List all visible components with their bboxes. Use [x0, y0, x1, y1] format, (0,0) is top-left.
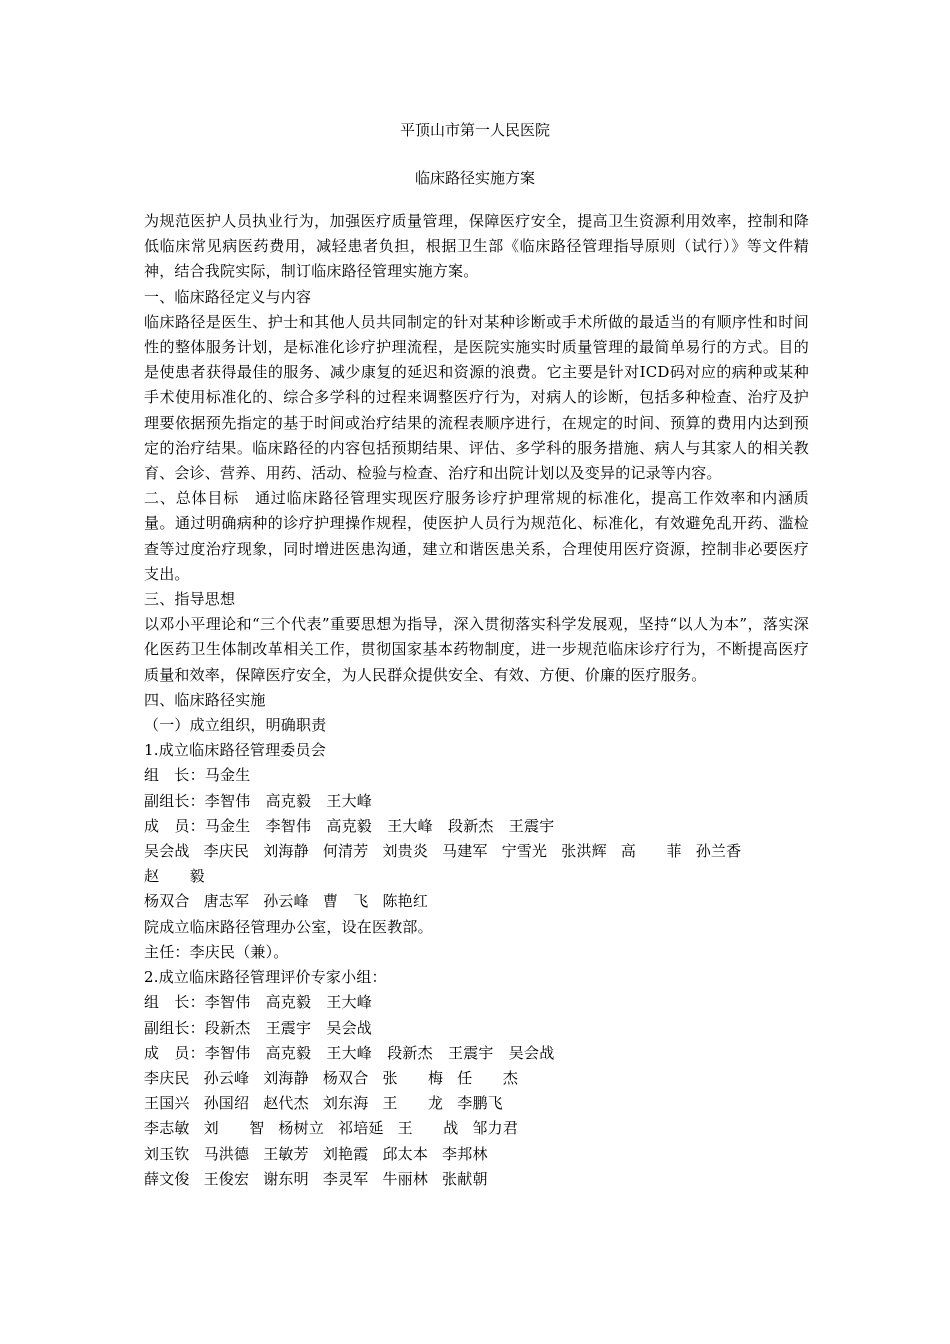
member-name: 马洪德: [203, 1144, 250, 1163]
member-name: 王国兴: [144, 1094, 190, 1113]
member-name: 李邦林: [442, 1144, 488, 1163]
member-name: 陈艳红: [382, 892, 429, 911]
plan-title: 临床路径实施方案: [414, 169, 535, 187]
section-3-heading: 三、指导思想: [144, 590, 236, 609]
committee-members-line: 成 员：马金生 李智伟 高克毅 王大峰 段新杰 王震宇: [144, 816, 555, 835]
experts-members-row: [144, 1091, 809, 1116]
section-2-body: 二、总体目标 通过临床路径管理实现医疗服务诊疗护理常规的标准化，提高工作效率和内涵质量。通过明确病种的诊疗护理操作规程，使医护人员行为规范化、标准化，有效避免乱开药、滥检查等过度治疗现象，同时增进医患沟通，建立和谐医患关系，合理使用医疗资源，控制非必要医疗支出。: [144, 489, 809, 583]
member-name: 孙兰香: [695, 842, 742, 861]
member-name: 高 菲: [620, 842, 682, 861]
member-name: 马建军: [442, 842, 488, 861]
committee-deputy: 副组长：李智伟 高克毅 王大峰: [144, 791, 373, 810]
member-name: 李志敏: [144, 1119, 190, 1138]
section-3-body: 以邓小平理论和“三个代表”重要思想为指导，深入贯彻落实科学发展观，坚持“以人为本”，落实深化医药卫生体制改革相关工作，贯彻国家基本药物制度，进一步规范临床诊疗行为，不断提高医疗质量和效率，保障医疗安全，为人民群众提供安全、有效、方便、价廉的医疗服务。: [144, 615, 809, 684]
member-name: 吴会战: [144, 842, 190, 861]
member-name: 何清芳: [322, 842, 369, 861]
member-name: 杨双合: [322, 1068, 369, 1087]
experts-members-row: [144, 1142, 809, 1167]
member-name: 牛丽林: [382, 1169, 429, 1188]
experts-members-line: 成 员：李智伟 高克毅 王大峰 段新杰 王震宇 吴会战: [144, 1043, 555, 1062]
member-name: 王 战: [397, 1119, 459, 1138]
member-name: 张洪辉: [561, 842, 607, 861]
member-name: 孙云峰: [263, 892, 309, 911]
member-name: 邱太本: [382, 1144, 429, 1163]
experts-leader: 组 长：李智伟 高克毅 王大峰: [144, 993, 373, 1012]
member-name: 刘 智: [203, 1119, 265, 1138]
experts-members-row: [144, 1167, 809, 1192]
experts-members-row: [144, 1116, 809, 1141]
member-name: 赵 毅: [144, 867, 205, 886]
member-name: 张献朝: [442, 1169, 488, 1188]
experts-members-row: [144, 1066, 809, 1091]
member-name: 刘艳霞: [322, 1144, 369, 1163]
member-name: 刘海静: [263, 842, 309, 861]
member-name: 宁雪光: [501, 842, 548, 861]
member-name: 刘东海: [322, 1094, 369, 1113]
member-name: 孙云峰: [203, 1068, 250, 1087]
committee-office: 院成立临床路径管理办公室，设在医教部。: [144, 917, 433, 936]
member-name: 曹 飞: [322, 892, 369, 911]
member-name: 唐志军: [203, 892, 250, 911]
member-name: 祁培延: [338, 1119, 384, 1138]
member-name: 赵代杰: [263, 1094, 309, 1113]
section-1-heading: 一、临床路径定义与内容: [144, 287, 312, 306]
member-name: 孙国绍: [203, 1094, 250, 1113]
experts-deputy: 副组长：段新杰 王震宇 吴会战: [144, 1018, 373, 1037]
section-1-body: 临床路径是医生、护士和其他人员共同制定的针对某种诊断或手术所做的最适当的有顺序性和时间性的整体服务计划，是标准化诊疗护理流程，是医院实施实时质量管理的最简单易行的方式。目的是使患者获得最佳的服务、减少康复的延迟和资源的浪费。它主要是针对ICD码对应的病种或某种手术使用标准化的、综合多学科的过程来调整医疗行为，对病人的诊断，包括多种检查、治疗及护理要依据预先指定的基于时间或治疗结果的流程表顺序进行，在规定的时间、预算的费用内达到预定的治疗结果。临床路径的内容包括预期结果、评估、多学科的服务措施、病人与其家人的相关教育、会诊、营养、用药、活动、检验与检查、治疗和出院计划以及变异的记录等内容。: [144, 312, 809, 483]
committee-members-row: [144, 889, 809, 914]
member-name: 邹力君: [472, 1119, 519, 1138]
member-name: 刘贵炎: [382, 842, 429, 861]
committee-heading: 1.成立临床路径管理委员会: [144, 741, 326, 760]
member-name: 任 杰: [457, 1068, 519, 1087]
document-body: [144, 209, 809, 1192]
member-name: 李庆民: [144, 1068, 190, 1087]
committee-leader: 组 长：马金生: [144, 766, 251, 785]
intro-paragraph: 为规范医护人员执业行为，加强医疗质量管理，保障医疗安全，提高卫生资源利用效率，控制和降低临床常见病医药费用，减轻患者负担，根据卫生部《临床路径管理指导原则（试行）》等文件精神，结合我院实际，制订临床路径管理实施方案。: [144, 212, 809, 281]
section-4-subheading: （一）成立组织，明确职责: [144, 716, 327, 735]
member-name: 刘玉钦: [144, 1144, 190, 1163]
member-name: 王敏芳: [263, 1144, 309, 1163]
member-name: 杨树立: [278, 1119, 325, 1138]
member-name: 李灵军: [322, 1169, 369, 1188]
member-name: 李鹏飞: [457, 1094, 503, 1113]
member-name: 李庆民: [203, 842, 250, 861]
member-name: 薛文俊: [144, 1169, 190, 1188]
member-name: 谢东明: [263, 1169, 309, 1188]
member-name: 刘海静: [263, 1068, 309, 1087]
member-name: 王俊宏: [203, 1169, 250, 1188]
committee-members-row: [144, 839, 809, 889]
member-name: 杨双合: [144, 892, 190, 911]
section-4-heading: 四、临床路径实施: [144, 690, 266, 709]
hospital-title: 平顶山市第一人民医院: [399, 121, 550, 139]
committee-director: 主任：李庆民（兼）。: [144, 942, 289, 961]
member-name: 张 梅: [382, 1068, 444, 1087]
member-name: 王 龙: [382, 1094, 444, 1113]
experts-heading: 2.成立临床路径管理评价专家小组：: [144, 968, 387, 987]
